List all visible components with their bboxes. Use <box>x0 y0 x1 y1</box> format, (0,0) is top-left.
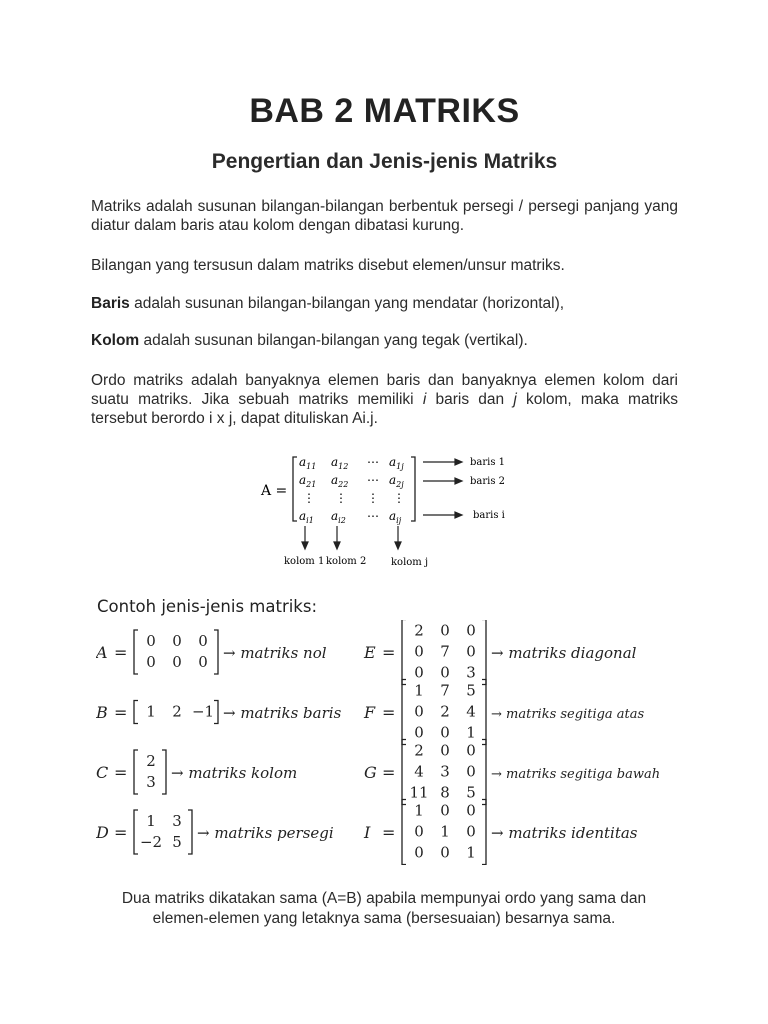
kolom-definition: adalah susunan bilangan-bilangan yang tegak (vertikal). <box>139 332 528 349</box>
closing-line: Dua matriks dikatakan sama (A=B) apabila mempunyai ordo yang sama dan <box>121 890 647 907</box>
example-matrix-F <box>363 680 645 745</box>
closing-line: elemen-elemen yang letaknya sama (bersesuaian) besarnya sama. <box>152 910 616 927</box>
matrix-type-label: → matriks diagonal <box>491 644 637 662</box>
example-matrix-I <box>363 800 638 865</box>
matrix-entry: ⋮ <box>367 491 379 505</box>
examples-heading: Contoh jenis-jenis matriks: <box>97 597 318 616</box>
ordo-text-part: Ordo matriks adalah banyaknya elemen baris dan banyaknya elemen kolom dari suatu matriks. Jika sebuah matriks memiliki <box>91 372 678 408</box>
example-matrix-A <box>96 630 327 674</box>
matrix-entry: 0 <box>172 632 182 650</box>
matrix-type-label: → matriks kolom <box>171 764 298 782</box>
equals-sign: = <box>382 703 396 722</box>
row-label: baris i <box>473 510 505 521</box>
paragraph-kolom <box>91 331 678 350</box>
matrix-entry: 0 <box>414 702 424 721</box>
right-bracket <box>188 810 192 854</box>
equals-sign: = <box>382 763 396 782</box>
example-matrix-B <box>96 701 342 724</box>
left-bracket <box>402 740 406 805</box>
general-matrix-svg <box>255 450 515 570</box>
matrix-type-label: → matriks persegi <box>197 824 334 842</box>
matrix-entry: 7 <box>440 681 450 700</box>
matrix-name: E <box>364 643 376 662</box>
matrix-examples-svg <box>96 620 696 865</box>
matrix-entry: 8 <box>440 783 450 802</box>
matrix-entry: 2 <box>414 621 424 640</box>
term-baris: Baris <box>91 295 130 312</box>
matrix-entry: 0 <box>466 801 476 820</box>
matrix-entry: 3 <box>146 773 156 791</box>
left-bracket <box>134 810 138 854</box>
equals-sign: = <box>114 703 128 722</box>
matrix-entry: −1 <box>191 702 215 721</box>
matrix-entry: 0 <box>466 642 476 661</box>
matrix-entry: $a_{22}$ <box>331 473 349 489</box>
matrix-entry: ⋮ <box>393 491 405 505</box>
matrix-type-label: → matriks nol <box>223 644 327 662</box>
right-bracket <box>482 740 486 805</box>
row-arrows <box>423 459 462 518</box>
example-matrix-G <box>364 740 660 805</box>
matrix-entry: 0 <box>146 632 156 650</box>
column-label: kolom 2 <box>326 556 367 567</box>
ordo-var-j: j <box>513 391 517 408</box>
matrix-entry: 1 <box>440 822 450 841</box>
matrix-entry: 3 <box>440 762 450 781</box>
matrix-entry: ⋮ <box>335 491 347 505</box>
matrix-entry: 5 <box>172 833 182 851</box>
ordo-text-part: kolom, maka matriks tersebut berordo i x j, dapat dituliskan Ai.j. <box>91 391 678 427</box>
general-matrix-cells <box>299 455 405 525</box>
paragraph-elements: Bilangan yang tersusun dalam matriks disebut elemen/unsur matriks. <box>91 257 565 274</box>
matrix-entry: 0 <box>146 653 156 671</box>
matrix-entry: 7 <box>440 642 450 661</box>
matrix-type-label: → matriks identitas <box>491 824 638 842</box>
matrix-entry: 0 <box>440 801 450 820</box>
right-bracket <box>214 630 218 674</box>
matrix-entry: 0 <box>414 723 424 742</box>
left-bracket <box>134 630 138 674</box>
matrix-entry: 1 <box>414 681 424 700</box>
matrix-entry: 0 <box>198 653 208 671</box>
matrix-name: C <box>96 763 109 782</box>
matrix-entry: 2 <box>440 702 450 721</box>
matrix-entry: 0 <box>440 663 450 682</box>
matrix-type-label: → matriks segitiga bawah <box>491 767 661 782</box>
term-kolom: Kolom <box>91 332 140 349</box>
matrix-entry: ⋯ <box>367 455 379 469</box>
right-bracket <box>162 750 166 794</box>
column-label: kolom 1 <box>284 556 325 567</box>
example-matrix-D <box>96 810 334 854</box>
equals-sign: = <box>382 643 396 662</box>
matrix-entry: 1 <box>466 843 476 862</box>
matrix-entry: 4 <box>414 762 424 781</box>
matrix-entry: 0 <box>440 621 450 640</box>
matrix-entry: 0 <box>414 822 424 841</box>
row-label: baris 1 <box>470 457 506 468</box>
right-bracket <box>411 457 415 521</box>
equals-sign: = <box>114 763 128 782</box>
matrix-entry: $a_{21}$ <box>299 473 317 489</box>
example-matrix-C <box>96 750 297 794</box>
example-matrix-E <box>363 620 637 685</box>
matrix-entry: 0 <box>414 642 424 661</box>
matrix-entry: 0 <box>466 822 476 841</box>
equals-sign: = <box>114 823 128 842</box>
matrix-type-label: → matriks baris <box>223 704 342 722</box>
matrix-entry: 1 <box>146 812 156 830</box>
right-bracket <box>482 680 486 745</box>
matrix-entry: 0 <box>440 741 450 760</box>
matrix-entry: 0 <box>466 621 476 640</box>
matrix-entry: ⋮ <box>303 491 315 505</box>
matrix-entry: 5 <box>466 783 476 802</box>
row-label: baris 2 <box>470 476 506 487</box>
matrix-entry: 2 <box>146 752 156 770</box>
matrix-entry: 5 <box>466 681 476 700</box>
right-bracket <box>214 701 218 724</box>
matrix-entry: 0 <box>414 663 424 682</box>
matrix-entry: 0 <box>440 843 450 862</box>
matrix-entry: 0 <box>198 632 208 650</box>
column-label: kolom j <box>391 557 429 568</box>
matrix-entry: 1 <box>466 723 476 742</box>
baris-definition: adalah susunan bilangan-bilangan yang mendatar (horizontal), <box>129 295 565 312</box>
matrix-name: B <box>96 703 108 722</box>
matrix-name: D <box>96 823 109 842</box>
ordo-text-part: baris dan <box>426 391 514 408</box>
matrix-entry: 0 <box>466 762 476 781</box>
right-bracket <box>482 620 486 685</box>
page-title: BAB 2 MATRIKS <box>249 92 520 130</box>
matrix-entry: $a_{12}$ <box>331 455 349 471</box>
matrix-name: G <box>364 763 377 782</box>
matrix-entry: 0 <box>172 653 182 671</box>
general-matrix-figure <box>255 450 515 575</box>
paragraph-ordo <box>91 371 678 428</box>
figure-lhs: A = <box>261 483 288 499</box>
matrix-entry: 4 <box>466 702 476 721</box>
paragraph-baris <box>91 294 678 313</box>
equals-sign: = <box>114 643 128 662</box>
matrix-entry: $a_{i1}$ <box>299 509 314 525</box>
matrix-entry: $a_{1j}$ <box>389 455 404 471</box>
column-arrows <box>302 526 401 549</box>
ordo-var-i: i <box>422 391 427 408</box>
left-bracket <box>134 750 138 794</box>
matrix-name: A <box>96 643 108 662</box>
matrix-entry: 3 <box>466 663 476 682</box>
matrix-entry: 0 <box>440 723 450 742</box>
matrix-entry: ⋯ <box>367 473 379 487</box>
matrix-entry: 1 <box>146 702 156 721</box>
matrix-entry: 2 <box>414 741 424 760</box>
paragraph-definition: Matriks adalah susunan bilangan-bilangan berbentuk persegi / persegi panjang yang diatur dalam baris atau kolom dengan dibatasi kurung. <box>91 198 678 234</box>
matrix-type-label: → matriks segitiga atas <box>491 707 645 722</box>
matrix-entry: −2 <box>139 833 163 851</box>
matrix-name: F <box>364 703 376 722</box>
matrix-entry: ⋯ <box>367 509 379 523</box>
matrix-entry: 0 <box>466 741 476 760</box>
matrix-entry: 1 <box>414 801 424 820</box>
matrix-entry: $a_{2j}$ <box>389 473 404 489</box>
matrix-entry: $a_{11}$ <box>299 455 317 471</box>
left-bracket <box>402 680 406 745</box>
matrix-name: I <box>364 823 371 842</box>
left-bracket <box>293 457 297 521</box>
left-bracket <box>402 620 406 685</box>
matrix-entry: 11 <box>409 783 429 802</box>
right-bracket <box>482 800 486 865</box>
matrix-examples <box>96 620 696 870</box>
equals-sign: = <box>382 823 396 842</box>
matrix-entry: $a_{ij}$ <box>389 509 402 525</box>
matrix-entry: $a_{i2}$ <box>331 509 346 525</box>
matrix-entry: 0 <box>414 843 424 862</box>
closing-paragraph <box>96 889 672 929</box>
matrix-entry: 2 <box>172 702 182 721</box>
left-bracket <box>134 701 138 724</box>
left-bracket <box>402 800 406 865</box>
matrix-entry: 3 <box>172 812 182 830</box>
section-heading: Pengertian dan Jenis-jenis Matriks <box>211 150 558 173</box>
